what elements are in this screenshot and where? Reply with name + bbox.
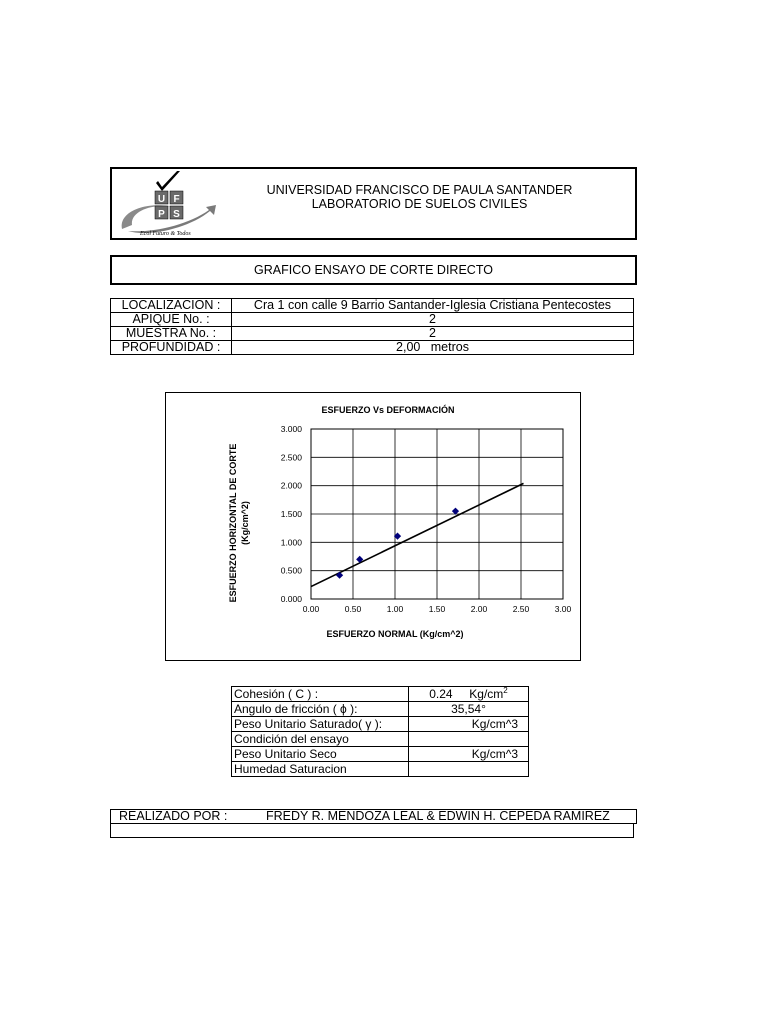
chart-ticks <box>281 424 572 614</box>
x-tick-label: 3.00 <box>554 604 572 614</box>
chart-frame <box>165 392 581 661</box>
friccion-value: 35,54° <box>409 702 529 717</box>
realizado-value: FREDY R. MENDOZA LEAL & EDWIN H. CEPEDA RAMIREZ <box>266 809 610 823</box>
cohesion-value-cell <box>409 687 529 702</box>
x-tick-label: 2.00 <box>470 604 488 614</box>
profundidad-value: 2,00 metros <box>232 341 634 355</box>
document-header <box>110 167 637 240</box>
peso-saturado-label: Peso Unitario Saturado( γ ): <box>232 717 409 732</box>
y-tick-label: 2.500 <box>280 452 302 463</box>
y-tick-label: 1.500 <box>280 509 302 519</box>
peso-saturado-unit: Kg/cm^3 <box>409 717 529 732</box>
table-row <box>232 762 529 777</box>
humedad-value <box>409 762 529 777</box>
table-row <box>232 702 529 717</box>
svg-text:F: F <box>173 194 180 205</box>
footer <box>110 809 637 839</box>
cohesion-unit: Kg/cm <box>469 687 504 701</box>
cohesion-label: Cohesión ( C ) : <box>232 687 409 702</box>
footer-blank-row <box>110 823 634 838</box>
table-row <box>111 313 634 327</box>
svg-text:S: S <box>173 209 180 220</box>
condicion-label: Condición del ensayo <box>232 732 409 747</box>
table-row <box>232 717 529 732</box>
svg-text:U: U <box>157 194 166 205</box>
profundidad-label: PROFUNDIDAD : <box>111 341 232 355</box>
y-tick-label: 2.000 <box>280 480 302 491</box>
chart-points <box>336 508 459 579</box>
university-logo <box>118 171 216 237</box>
muestra-label: MUESTRA No. : <box>111 327 232 341</box>
chart-grid <box>311 429 563 599</box>
y-tick-label: 1.000 <box>280 537 302 548</box>
localizacion-value: Cra 1 con calle 9 Barrio Santander-Iglesia Cristiana Pentecostes <box>232 299 634 313</box>
data-point <box>336 572 343 579</box>
x-axis-label: ESFUERZO NORMAL (Kg/cm^2) <box>326 629 464 639</box>
peso-seco-label: Peso Unitario Seco <box>232 747 409 762</box>
realizado-row <box>110 809 637 824</box>
table-row <box>111 327 634 341</box>
table-row <box>111 341 634 355</box>
condicion-value <box>409 732 529 747</box>
localizacion-label: LOCALIZACION : <box>111 299 232 313</box>
humedad-label: Humedad Saturacion <box>232 762 409 777</box>
x-tick-label: 0.50 <box>344 604 362 614</box>
x-tick-label: 1.50 <box>428 604 446 614</box>
friccion-label: Angulo de fricción ( ϕ ): <box>232 702 409 717</box>
y-axis-unit-label: (Kg/cm^2) <box>240 501 250 545</box>
apique-label: APIQUE No. : <box>111 313 232 327</box>
results-table <box>231 686 529 777</box>
x-tick-label: 2.50 <box>512 604 530 614</box>
chart-title: ESFUERZO Vs DEFORMACIÓN <box>321 405 455 415</box>
sample-info-table <box>110 298 634 355</box>
y-tick-label: 0.500 <box>280 565 302 576</box>
table-row <box>232 687 529 702</box>
table-row <box>232 732 529 747</box>
table-row <box>111 299 634 313</box>
x-tick-label: 1.00 <box>386 604 404 614</box>
apique-value: 2 <box>232 313 634 327</box>
cohesion-value: 0.24 <box>429 687 453 701</box>
svg-text:P: P <box>158 209 165 220</box>
realizado-label: REALIZADO POR : <box>119 809 228 823</box>
svg-text:Ecol Futuro & Todos: Ecol Futuro & Todos <box>140 231 191 237</box>
y-axis-label: ESFUERZO HORIZONTAL DE CORTE <box>228 443 238 603</box>
muestra-value: 2 <box>232 327 634 341</box>
laboratory-name: LABORATORIO DE SUELOS CIVILES <box>311 197 528 211</box>
report-title: GRAFICO ENSAYO DE CORTE DIRECTO <box>110 255 637 285</box>
university-name: UNIVERSIDAD FRANCISCO DE PAULA SANTANDER <box>266 183 573 197</box>
cohesion-unit-exponent: 2 <box>503 686 508 695</box>
table-row <box>232 747 529 762</box>
y-tick-label: 0.000 <box>280 594 302 604</box>
x-tick-label: 0.00 <box>302 604 320 614</box>
y-tick-label: 3.000 <box>280 424 302 434</box>
shear-chart <box>166 393 582 662</box>
peso-seco-unit: Kg/cm^3 <box>409 747 529 762</box>
